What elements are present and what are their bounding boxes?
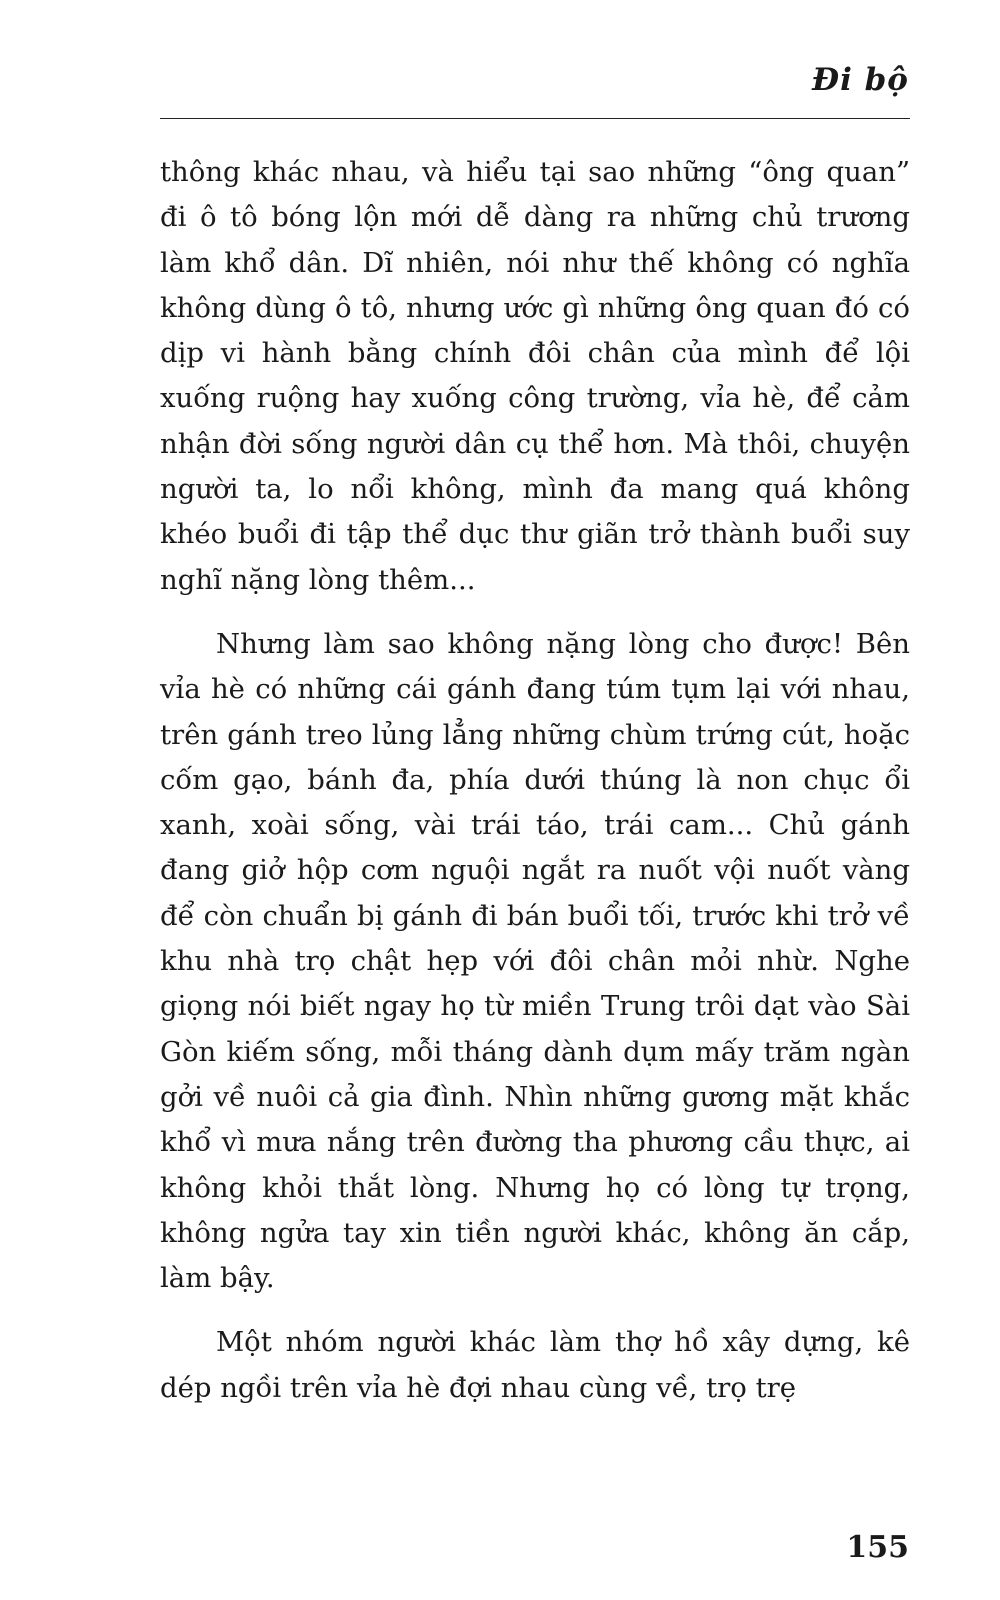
- running-header: Đi bộ: [811, 62, 909, 98]
- header-divider: [160, 118, 910, 119]
- body-text: [160, 150, 910, 1411]
- paragraph-3: Một nhóm người khác làm thợ hồ xây dựng, kê dép ngồi trên vỉa hè đợi nhau cùng về, trọ trẹ: [160, 1326, 910, 1404]
- page-number: 155: [846, 1530, 909, 1565]
- paragraph-1: thông khác nhau, và hiểu tại sao những “ông quan” đi ô tô bóng lộn mới dễ dàng ra những chủ trương làm khổ dân. Dĩ nhiên, nói như thế không có nghĩa không dùng ô tô, nhưng ước gì những ông quan đó có dịp vi hành bằng chính đôi chân của mình để lội xuống ruộng hay xuống công trường, vỉa hè, để cảm nhận đời sống người dân cụ thể hơn. Mà thôi, chuyện người ta, lo nổi không, mình đa mang quá không khéo buổi đi tập thể dục thư giãn trở thành buổi suy nghĩ nặng lòng thêm...: [160, 156, 910, 596]
- paragraph-2: Nhưng làm sao không nặng lòng cho được! Bên vỉa hè có những cái gánh đang túm tụm lại với nhau, trên gánh treo lủng lẳng những chùm trứng cút, hoặc cốm gạo, bánh đa, phía dưới thúng là non chục ổi xanh, xoài sống, vài trái táo, trái cam... Chủ gánh đang giở hộp cơm nguội ngắt ra nuốt vội nuốt vàng để còn chuẩn bị gánh đi bán buổi tối, trước khi trở về khu nhà trọ chật hẹp với đôi chân mỏi nhừ. Nghe giọng nói biết ngay họ từ miền Trung trôi dạt vào Sài Gòn kiếm sống, mỗi tháng dành dụm mấy trăm ngàn gởi về nuôi cả gia đình. Nhìn những gương mặt khắc khổ vì mưa nắng trên đường tha phương cầu thực, ai không khỏi thắt lòng. Nhưng họ có lòng tự trọng, không ngửa tay xin tiền người khác, không ăn cắp, làm bậy.: [160, 627, 910, 1295]
